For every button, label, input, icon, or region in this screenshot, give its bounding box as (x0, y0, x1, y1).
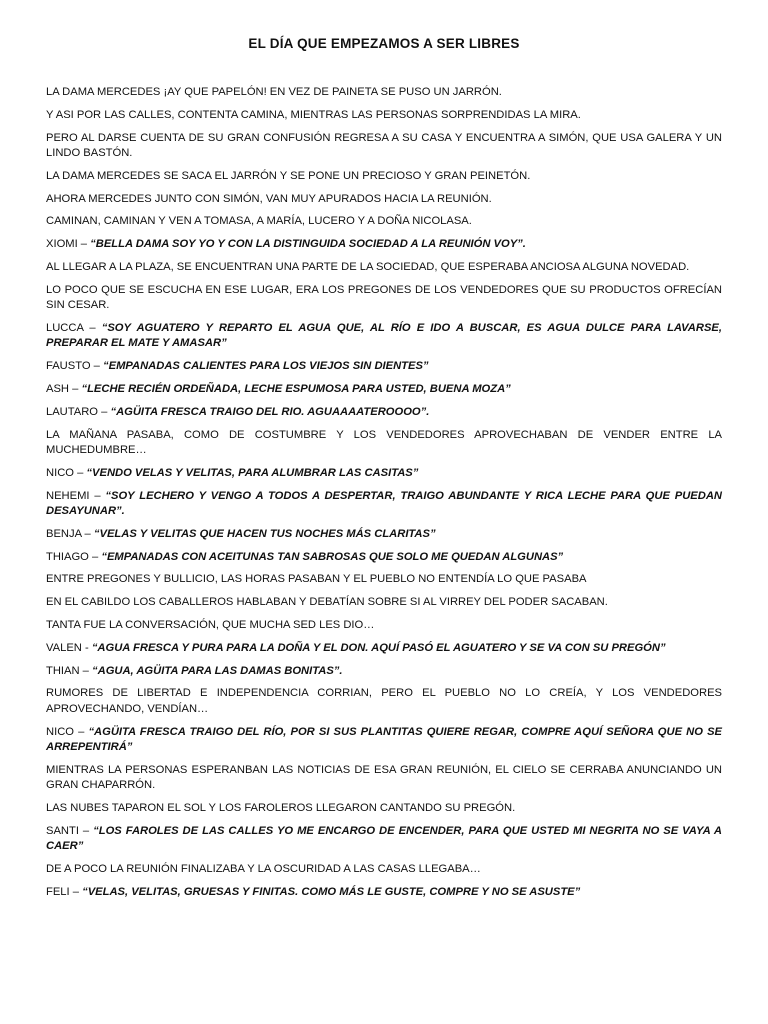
narration-paragraph: MIENTRAS LA PERSONAS ESPERANBAN LAS NOTICIAS DE ESA GRAN REUNIÓN, EL CIELO SE CERRABA ANUNCIANDO UN GRAN CHAPARRÓN. (46, 763, 722, 792)
dialogue-line (46, 725, 722, 756)
dialogue-line (46, 641, 722, 656)
narration-paragraph: LA MAÑANA PASABA, COMO DE COSTUMBRE Y LOS VENDEDORES APROVECHABAN DE VENDER ENTRE LA MUCHEDUMBRE… (46, 428, 722, 456)
narration-paragraph: DE A POCO LA REUNIÓN FINALIZABA Y LA OSCURIDAD A LAS CASAS LLEGABA… (46, 862, 481, 875)
dialogue-quote: “AGUA, AGÜITA PARA LAS DAMAS BONITAS”. (92, 664, 343, 677)
dialogue-quote: “AGUA FRESCA Y PURA PARA LA DOÑA Y EL DON. AQUÍ PASÓ EL AGUATERO Y SE VA CON SU PREGÓN” (91, 641, 666, 654)
dialogue-line (46, 382, 722, 397)
speaker-separator: – (69, 885, 83, 898)
speaker-name: FELI (46, 885, 70, 898)
speaker-separator: – (73, 466, 87, 479)
speaker-separator: – (77, 238, 91, 251)
dialogue-line (46, 664, 722, 679)
dialogue-line (46, 405, 722, 420)
dialogue-line (46, 489, 722, 520)
dialogue-quote: “VENDO VELAS Y VELITAS, PARA ALUMBRAR LAS CASITAS” (86, 466, 419, 479)
speaker-separator: - (81, 641, 92, 654)
speaker-separator: – (69, 382, 82, 395)
speaker-separator: – (79, 664, 93, 677)
speaker-separator: – (98, 405, 111, 418)
speaker-name: FAUSTO (46, 360, 91, 373)
dialogue-line (46, 550, 722, 565)
narration-paragraph: EN EL CABILDO LOS CABALLEROS HABLABAN Y DEBATÍAN SOBRE SI AL VIRREY DEL PODER SACABAN. (46, 596, 608, 609)
speaker-separator: – (73, 725, 89, 738)
speaker-name: VALEN (46, 641, 82, 654)
narration-paragraph: AHORA MERCEDES JUNTO CON SIMÓN, VAN MUY APURADOS HACIA LA REUNIÓN. (46, 192, 492, 205)
dialogue-line (46, 885, 722, 900)
speaker-name: NEHEMI (46, 489, 90, 502)
narration-paragraph: LA DAMA MERCEDES ¡AY QUE PAPELÓN! EN VEZ DE PAINETA SE PUSO UN JARRÓN. (46, 86, 502, 98)
speaker-separator: – (90, 360, 104, 373)
dialogue-quote: “LECHE RECIÉN ORDEÑADA, LECHE ESPUMOSA PARA USTED, BUENA MOZA” (81, 382, 511, 395)
speaker-name: BENJA (46, 527, 82, 540)
dialogue-line (46, 466, 722, 481)
dialogue-line (46, 359, 722, 374)
speaker-name: NICO (46, 725, 74, 738)
speaker-name: THIAN (46, 664, 80, 677)
speaker-name: SANTI (46, 824, 79, 837)
speaker-name: NICO (46, 466, 74, 479)
dialogue-line (46, 527, 722, 542)
narration-paragraph: ENTRE PREGONES Y BULLICIO, LAS HORAS PASABAN Y EL PUEBLO NO ENTENDÍA LO QUE PASABA (46, 573, 587, 586)
speaker-separator: – (78, 824, 94, 837)
narration-paragraph: PERO AL DARSE CUENTA DE SU GRAN CONFUSIÓN REGRESA A SU CASA Y ENCUENTRA A SIMÓN, QUE USA GALERA Y UN LINDO BASTÓN. (46, 131, 722, 159)
dialogue-quote: “VELAS, VELITAS, GRUESAS Y FINITAS. COMO MÁS LE GUSTE, COMPRE Y NO SE ASUSTE” (82, 885, 581, 898)
dialogue-line (46, 824, 722, 855)
dialogue-quote: “LOS FAROLES DE LAS CALLES YO ME ENCARGO DE ENCENDER, PARA QUE USTED MI NEGRITA NO SE VAYA A CAER” (46, 824, 722, 853)
speaker-name: THIAGO (46, 550, 89, 563)
narration-paragraph: RUMORES DE LIBERTAD E INDEPENDENCIA CORRIAN, PERO EL PUEBLO NO LO CREÍA, Y LOS VENDEDORES APROVECHANDO, VENDÍAN… (46, 687, 722, 715)
dialogue-line (46, 237, 722, 252)
speaker-name: LUCCA (46, 321, 84, 334)
speaker-separator: – (88, 550, 102, 563)
dialogue-quote: “AGÜITA FRESCA TRAIGO DEL RIO. AGUAAAATEROOOO”. (110, 405, 430, 418)
dialogue-line (46, 321, 722, 352)
document-page (46, 36, 722, 908)
narration-paragraph: LAS NUBES TAPARON EL SOL Y LOS FAROLEROS LLEGARON CANTANDO SU PREGÓN. (46, 801, 516, 814)
dialogue-quote: “BELLA DAMA SOY YO Y CON LA DISTINGUIDA SOCIEDAD A LA REUNIÓN VOY”. (90, 238, 526, 251)
narration-paragraph: AL LLEGAR A LA PLAZA, SE ENCUENTRAN UNA PARTE DE LA SOCIEDAD, QUE ESPERABA ANCIOSA ALGUNA NOVEDAD. (46, 260, 690, 273)
speaker-separator: – (89, 489, 106, 502)
narration-paragraph: TANTA FUE LA CONVERSACIÓN, QUE MUCHA SED LES DIO… (46, 618, 375, 631)
narration-paragraph: CAMINAN, CAMINAN Y VEN A TOMASA, A MARÍA, LUCERO Y A DOÑA NICOLASA. (46, 215, 472, 228)
speaker-separator: – (81, 527, 94, 540)
narration-paragraph: LA DAMA MERCEDES SE SACA EL JARRÓN Y SE PONE UN PRECIOSO Y GRAN PEINETÓN. (46, 169, 531, 182)
dialogue-quote: “SOY LECHERO Y VENGO A TODOS A DESPERTAR, TRAIGO ABUNDANTE Y RICA LECHE PARA QUE PUEDAN DESAYUNAR”. (46, 489, 722, 517)
speaker-separator: – (83, 321, 102, 334)
speaker-name: XIOMI (46, 238, 78, 251)
dialogue-quote: “SOY AGUATERO Y REPARTO EL AGUA QUE, AL RÍO E IDO A BUSCAR, ES AGUA DULCE PARA LAVARSE, PREPARAR EL MATE Y AMASAR” (46, 321, 722, 350)
speaker-name: ASH (46, 382, 70, 395)
speaker-name: LAUTARO (46, 405, 99, 418)
dialogue-quote: “EMPANADAS CALIENTES PARA LOS VIEJOS SIN DIENTES” (103, 360, 429, 373)
dialogue-quote: “VELAS Y VELITAS QUE HACEN TUS NOCHES MÁS CLARITAS” (93, 527, 436, 540)
dialogue-quote: “EMPANADAS CON ACEITUNAS TAN SABROSAS QUE SOLO ME QUEDAN ALGUNAS” (101, 550, 564, 563)
document-title: EL DÍA QUE EMPEZAMOS A SER LIBRES (248, 36, 520, 51)
paragraph-list (46, 85, 722, 900)
narration-paragraph: LO POCO QUE SE ESCUCHA EN ESE LUGAR, ERA LOS PREGONES DE LOS VENDEDORES QUE SU PRODUCTOS OFRECÍAN SIN CESAR. (46, 283, 722, 312)
dialogue-quote: “AGÜITA FRESCA TRAIGO DEL RÍO, POR SI SUS PLANTITAS QUIERE REGAR, COMPRE AQUÍ SEÑORA QUE NO SE ARREPENTIRÁ” (46, 725, 722, 753)
narration-paragraph: Y ASI POR LAS CALLES, CONTENTA CAMINA, MIENTRAS LAS PERSONAS SORPRENDIDAS LA MIRA. (46, 108, 581, 121)
